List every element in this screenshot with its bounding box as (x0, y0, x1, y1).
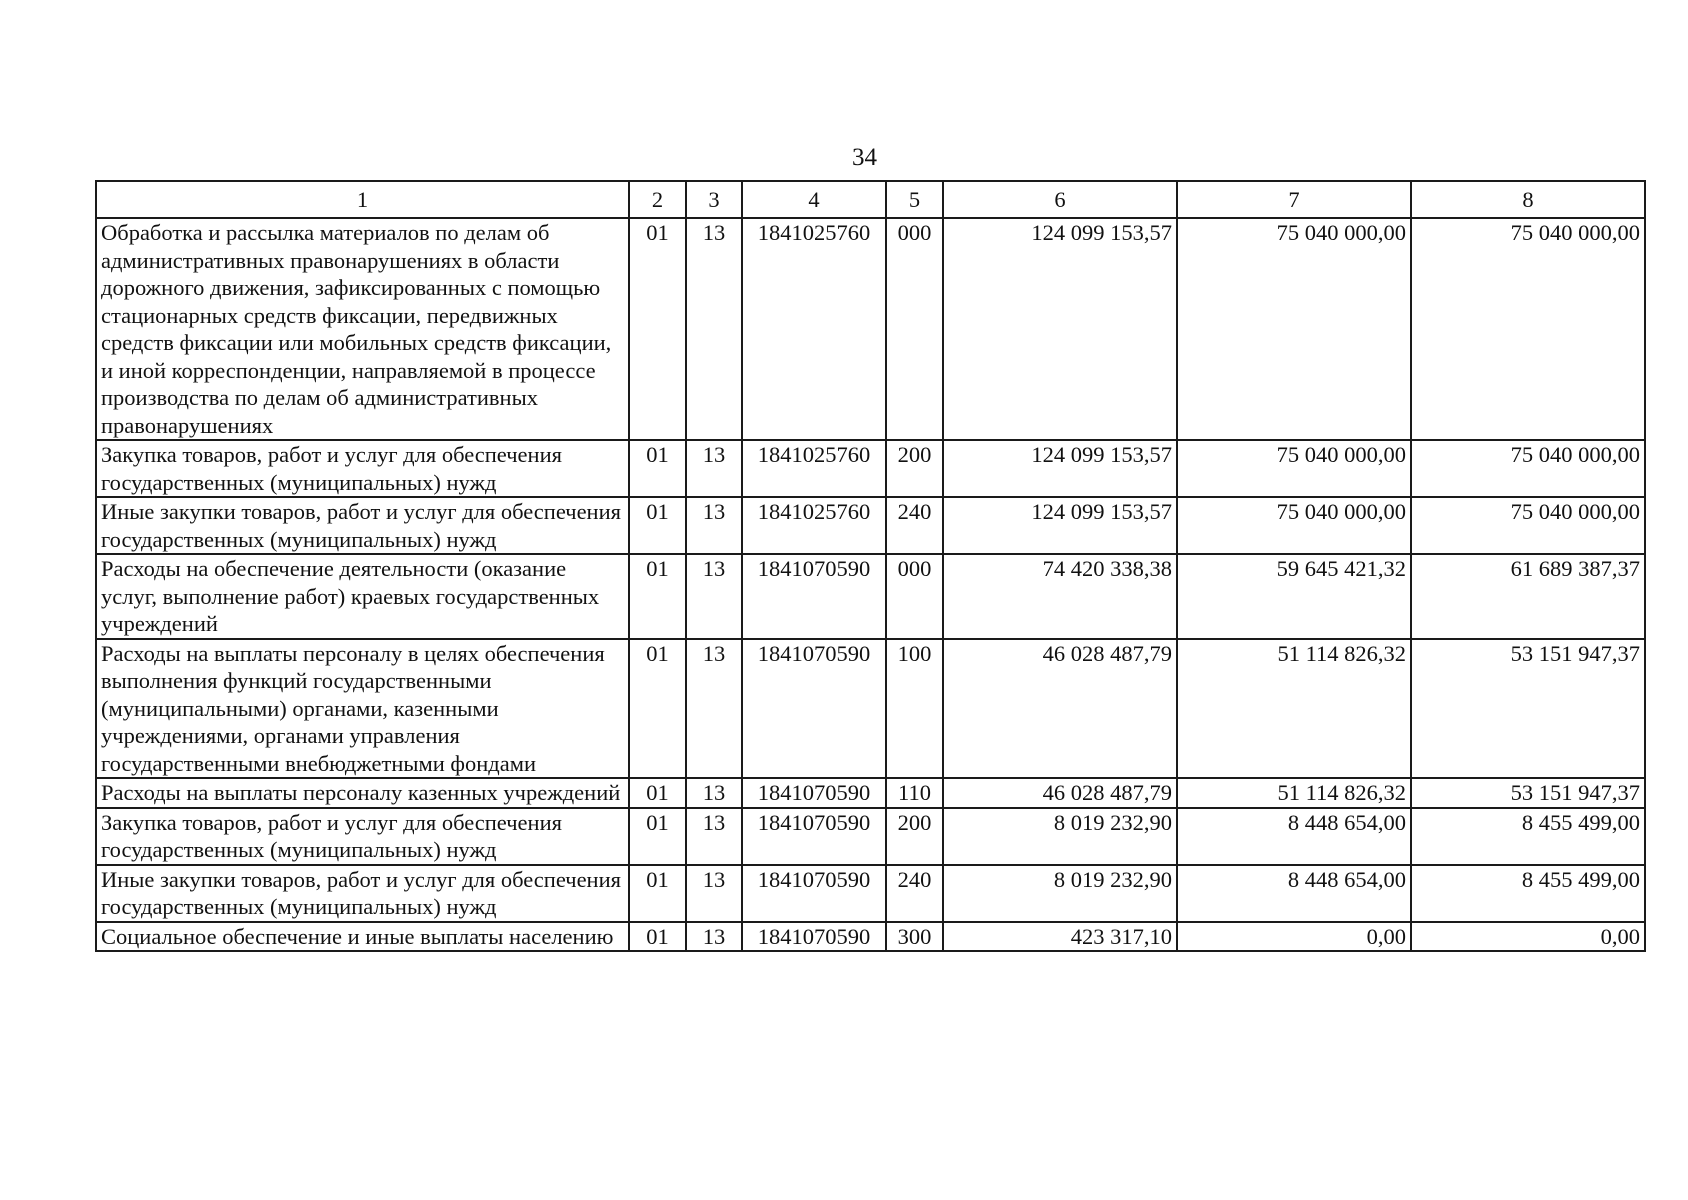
column-header: 6 (943, 181, 1177, 218)
row-description: Иные закупки товаров, работ и услуг для обеспечения государственных (муниципальных) нужд (96, 865, 629, 922)
amount-col-6: 124 099 153,57 (943, 218, 1177, 440)
column-header: 7 (1177, 181, 1411, 218)
amount-col-7: 0,00 (1177, 922, 1411, 952)
expense-type-code: 300 (886, 922, 943, 952)
column-header: 2 (629, 181, 686, 218)
target-article-code: 1841070590 (742, 778, 886, 808)
section-code: 01 (629, 440, 686, 497)
row-description: Обработка и рассылка материалов по делам об административных правонарушениях в области дорожного движения, зафиксированных с помощью стационарных средств фиксации, передвижных средств фиксации или мобильных средств фиксации, и иной корреспонденции, направляемой в процессе производства по делам об административных правонарушениях (96, 218, 629, 440)
section-code: 01 (629, 865, 686, 922)
amount-col-6: 74 420 338,38 (943, 554, 1177, 639)
amount-col-6: 124 099 153,57 (943, 497, 1177, 554)
target-article-code: 1841070590 (742, 922, 886, 952)
target-article-code: 1841070590 (742, 865, 886, 922)
page-number: 34 (852, 144, 877, 171)
table-row (96, 497, 1645, 554)
table-row (96, 922, 1645, 952)
section-code: 01 (629, 218, 686, 440)
target-article-code: 1841070590 (742, 639, 886, 779)
amount-col-6: 8 019 232,90 (943, 865, 1177, 922)
amount-col-7: 8 448 654,00 (1177, 865, 1411, 922)
subsection-code: 13 (686, 922, 742, 952)
section-code: 01 (629, 554, 686, 639)
expense-type-code: 000 (886, 554, 943, 639)
section-code: 01 (629, 778, 686, 808)
subsection-code: 13 (686, 440, 742, 497)
amount-col-8: 53 151 947,37 (1411, 778, 1645, 808)
table-row (96, 778, 1645, 808)
amount-col-8: 75 040 000,00 (1411, 497, 1645, 554)
table-row (96, 865, 1645, 922)
amount-col-7: 51 114 826,32 (1177, 778, 1411, 808)
target-article-code: 1841025760 (742, 497, 886, 554)
table-row (96, 218, 1645, 440)
table-row (96, 808, 1645, 865)
column-header: 1 (96, 181, 629, 218)
target-article-code: 1841025760 (742, 218, 886, 440)
section-code: 01 (629, 922, 686, 952)
row-description: Иные закупки товаров, работ и услуг для обеспечения государственных (муниципальных) нужд (96, 497, 629, 554)
amount-col-6: 46 028 487,79 (943, 778, 1177, 808)
amount-col-8: 8 455 499,00 (1411, 808, 1645, 865)
table-row (96, 554, 1645, 639)
amount-col-6: 46 028 487,79 (943, 639, 1177, 779)
amount-col-7: 75 040 000,00 (1177, 218, 1411, 440)
amount-col-6: 124 099 153,57 (943, 440, 1177, 497)
amount-col-8: 75 040 000,00 (1411, 218, 1645, 440)
amount-col-8: 0,00 (1411, 922, 1645, 952)
amount-col-8: 8 455 499,00 (1411, 865, 1645, 922)
amount-col-8: 53 151 947,37 (1411, 639, 1645, 779)
column-header: 5 (886, 181, 943, 218)
subsection-code: 13 (686, 554, 742, 639)
target-article-code: 1841070590 (742, 808, 886, 865)
expense-type-code: 000 (886, 218, 943, 440)
amount-col-6: 8 019 232,90 (943, 808, 1177, 865)
header-row (96, 181, 1645, 218)
section-code: 01 (629, 808, 686, 865)
amount-col-7: 8 448 654,00 (1177, 808, 1411, 865)
column-header: 3 (686, 181, 742, 218)
amount-col-8: 61 689 387,37 (1411, 554, 1645, 639)
amount-col-7: 59 645 421,32 (1177, 554, 1411, 639)
row-description: Расходы на обеспечение деятельности (оказание услуг, выполнение работ) краевых государственных учреждений (96, 554, 629, 639)
expense-type-code: 240 (886, 497, 943, 554)
table-row (96, 440, 1645, 497)
row-description: Расходы на выплаты персоналу казенных учреждений (96, 778, 629, 808)
budget-table (95, 180, 1646, 952)
column-header: 8 (1411, 181, 1645, 218)
row-description: Закупка товаров, работ и услуг для обеспечения государственных (муниципальных) нужд (96, 440, 629, 497)
column-header: 4 (742, 181, 886, 218)
subsection-code: 13 (686, 865, 742, 922)
amount-col-6: 423 317,10 (943, 922, 1177, 952)
expense-type-code: 200 (886, 808, 943, 865)
row-description: Социальное обеспечение и иные выплаты населению (96, 922, 629, 952)
expense-type-code: 110 (886, 778, 943, 808)
expense-type-code: 100 (886, 639, 943, 779)
row-description: Расходы на выплаты персоналу в целях обеспечения выполнения функций государственными (муниципальными) органами, казенными учреждениями, органами управления государственными внебюджетными фондами (96, 639, 629, 779)
target-article-code: 1841070590 (742, 554, 886, 639)
amount-col-7: 75 040 000,00 (1177, 497, 1411, 554)
amount-col-7: 51 114 826,32 (1177, 639, 1411, 779)
target-article-code: 1841025760 (742, 440, 886, 497)
expense-type-code: 200 (886, 440, 943, 497)
table-body (96, 218, 1645, 951)
amount-col-8: 75 040 000,00 (1411, 440, 1645, 497)
subsection-code: 13 (686, 778, 742, 808)
amount-col-7: 75 040 000,00 (1177, 440, 1411, 497)
subsection-code: 13 (686, 218, 742, 440)
table-row (96, 639, 1645, 779)
subsection-code: 13 (686, 808, 742, 865)
row-description: Закупка товаров, работ и услуг для обеспечения государственных (муниципальных) нужд (96, 808, 629, 865)
subsection-code: 13 (686, 497, 742, 554)
subsection-code: 13 (686, 639, 742, 779)
section-code: 01 (629, 497, 686, 554)
section-code: 01 (629, 639, 686, 779)
expense-type-code: 240 (886, 865, 943, 922)
